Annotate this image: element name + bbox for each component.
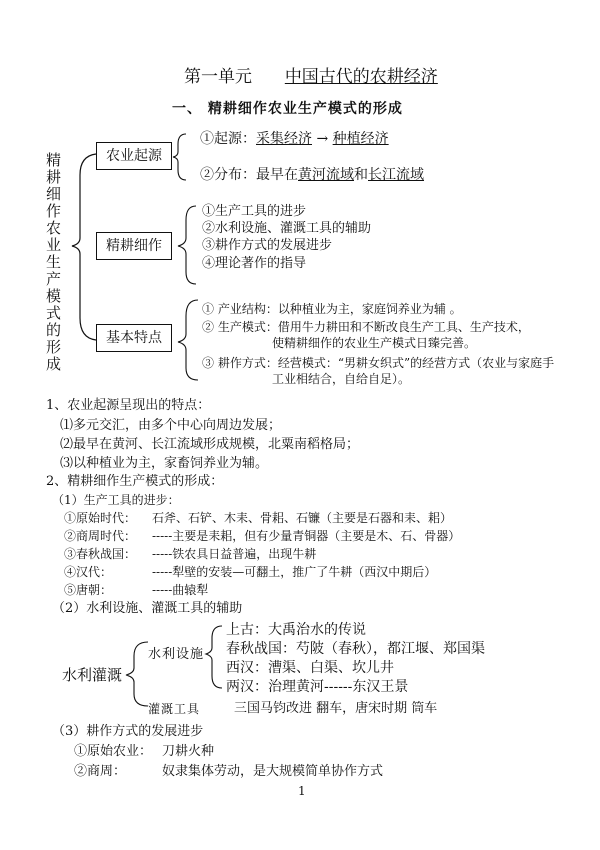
tool-era-3: ③春秋战国：	[64, 547, 137, 561]
feature-item-2b: 使精耕细作的农业生产模式日臻完善。	[272, 336, 477, 350]
tool-desc-2: -----主要是耒耜，但有少量青铜器（主要是木、石、骨器）	[152, 529, 461, 543]
tool-desc-3: -----铁农具日益普遍，出现牛耕	[152, 547, 317, 561]
facility-item-4: 两汉：治理黄河------东汉王景	[226, 679, 409, 695]
intensive-item-2: ②水利设施、灌溉工具的辅助	[202, 221, 372, 236]
vertical-label: 精耕细作农业生产模式的形成	[46, 151, 62, 373]
box-features: 基本特点	[96, 324, 172, 352]
box-intensive: 精耕细作	[96, 232, 172, 260]
water-tool-label: 灌溉工具	[148, 702, 201, 716]
q1-item-2: ⑵最早在黄河、长江流域形成规模，北粟南稻格局；	[60, 437, 360, 452]
q1-item-3: ⑶以种植业为主，家畜饲养业为辅。	[60, 456, 269, 471]
water-facility-label: 水利设施	[148, 647, 205, 662]
feature-item-2a: ② 生产模式：借用牛力耕田和不断改良生产工具、生产技术，	[202, 320, 530, 334]
unit-heading	[184, 62, 438, 87]
tool-desc-5: -----曲辕犁	[152, 583, 209, 597]
page-number: 1	[298, 784, 306, 798]
main-brace	[72, 154, 96, 340]
brace-features	[178, 300, 198, 380]
q1-title: 1、农业起源呈现出的特点：	[46, 398, 211, 413]
box-agri-origin: 农业起源	[96, 142, 172, 170]
q2-sub1: （1）生产工具的进步：	[52, 493, 180, 507]
brace-origin	[173, 134, 186, 180]
farming-era-1: ①原始农业：	[74, 744, 153, 759]
q2-title: 2、精耕细作生产模式的形成：	[46, 474, 224, 489]
facility-item-2: 春秋战国：芍陂（春秋），都江堰、郑国渠	[226, 641, 485, 657]
tool-era-1: ①原始时代：	[64, 511, 137, 525]
tool-desc-4: -----犁壁的安装—可翻土，推广了牛耕（西汉中期后）	[152, 565, 437, 579]
intensive-item-1: ①生产工具的进步	[202, 204, 307, 219]
intensive-item-4: ④理论著作的指导	[202, 256, 307, 271]
origin-item-1: ①起源：采集经济 → 种植经济	[200, 131, 389, 147]
q2-sub3: （3）耕作方式的发展进步	[52, 724, 204, 739]
farming-desc-2: 奴隶集体劳动，是大规模简单协作方式	[162, 764, 384, 779]
tool-era-4: ④汉代：	[64, 565, 113, 579]
farming-desc-1: 刀耕火种	[162, 744, 215, 759]
section-title: 一、 精耕细作农业生产模式的形成	[172, 101, 403, 117]
brace-water	[126, 642, 148, 706]
brace-intensive	[178, 206, 196, 284]
tool-era-2: ②商周时代：	[64, 529, 137, 543]
unit-title: 中国古代的农耕经济	[284, 67, 438, 87]
q2-sub2: （2）水利设施、灌溉工具的辅助	[52, 601, 243, 616]
facility-item-3: 西汉：漕渠、白渠、坎儿井	[226, 660, 394, 676]
brace-facility	[206, 626, 222, 688]
tool-desc-1: 石斧、石铲、木耒、骨耜、石镰（主要是石器和耒、耜）	[152, 511, 453, 525]
feature-item-1: ① 产业结构：以种植业为主，家庭饲养业为辅 。	[202, 302, 462, 316]
unit-label: 第一单元	[184, 67, 252, 87]
feature-item-3a: ③ 耕作方式：经营模式：“男耕女织式”的经营方式（农业与家庭手	[202, 356, 555, 370]
feature-item-3b: 工业相结合，自给自足）。	[272, 372, 411, 386]
q1-item-1: ⑴多元交汇，由多个中心向周边发展；	[60, 418, 282, 433]
farming-era-2: ②商周：	[74, 764, 127, 779]
tool-era-5: ⑤唐朝：	[64, 583, 113, 597]
intensive-item-3: ③耕作方式的发展进步	[202, 238, 333, 253]
water-main-label: 水利灌溉	[62, 666, 123, 684]
facility-item-1: 上古：大禹治水的传说	[226, 622, 366, 638]
water-tool-desc: 三国马钧改进 翻车，唐宋时期 筒车	[234, 701, 438, 716]
origin-item-2: ②分布：最早在黄河流域和长江流域	[200, 167, 424, 183]
